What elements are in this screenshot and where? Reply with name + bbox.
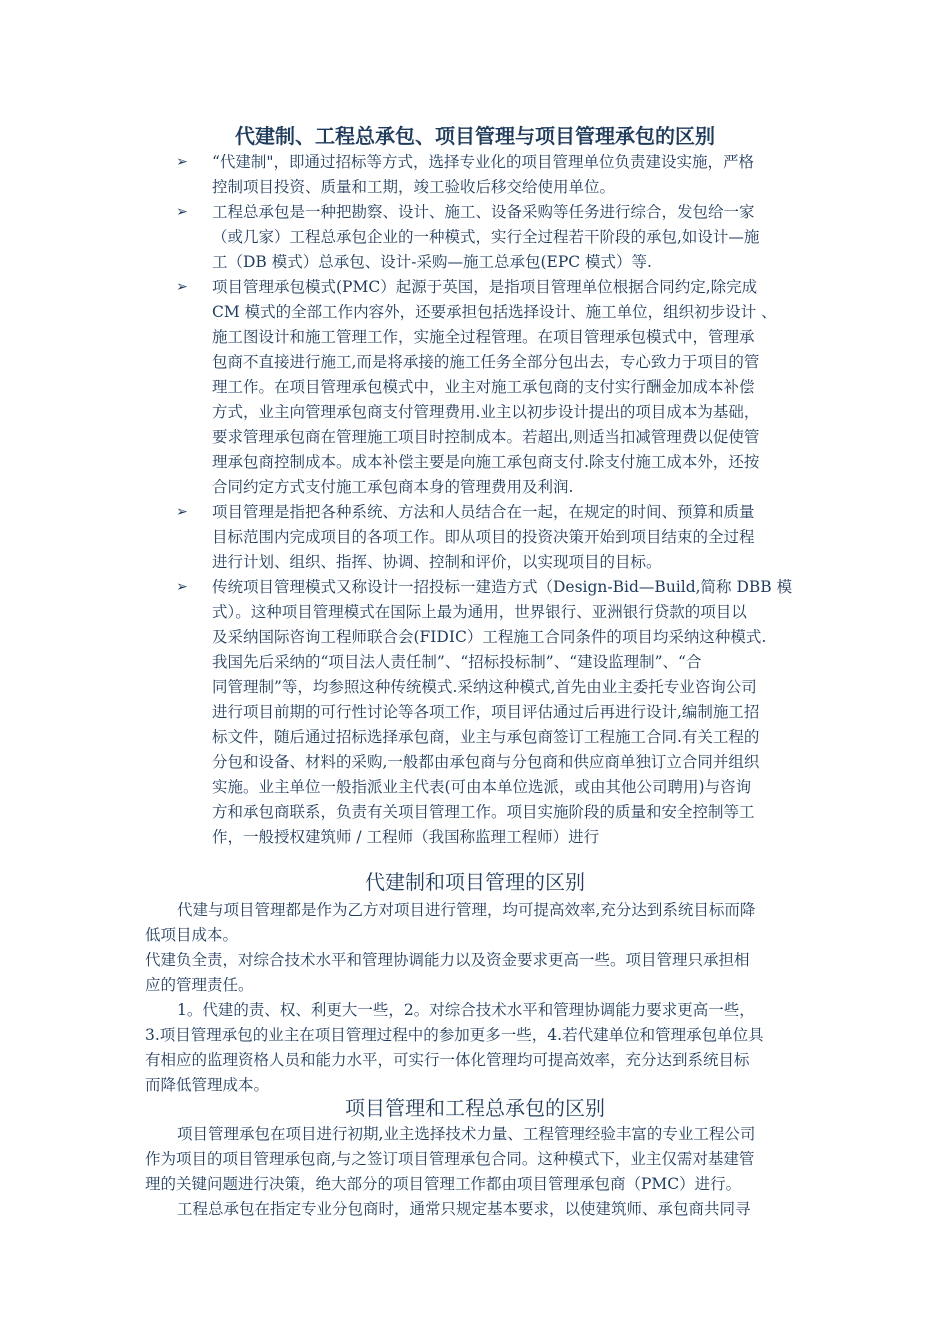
text-line: 分包和设备、材料的采购,一般都由承包商与分包商和供应商单独订立合同并组织 xyxy=(212,753,760,771)
text-line: 我国先后采纳的“项目法人责任制”、“招标投标制”、“建设监理制”、“合 xyxy=(212,653,702,671)
text-line: 项目管理承包在项目进行初期,业主选择技术力量、工程管理经验丰富的专业工程公司 xyxy=(177,1125,756,1143)
text-line: 理承包商控制成本。成本补偿主要是向施工承包商支付.除支付施工成本外，还按 xyxy=(212,453,760,471)
arrow-bullet-icon: ➢ xyxy=(176,504,188,520)
text-line: 方和承包商联系，负责有关项目管理工作。项目实施阶段的质量和安全控制等工 xyxy=(212,803,755,821)
text-line: 有相应的监理资格人员和能力水平，可实行一体化管理均可提高效率，充分达到系统目标 xyxy=(145,1051,750,1069)
text-line: 要求管理承包商在管理施工项目时控制成本。若超出,则适当扣减管理费以促使管 xyxy=(212,428,760,446)
text-line: 标文件，随后通过招标选择承包商，业主与承包商签订工程施工合同.有关工程的 xyxy=(212,728,760,746)
text-line: 应的管理责任。 xyxy=(145,976,254,994)
text-line: 控制项目投资、质量和工期，竣工验收后移交给使用单位。 xyxy=(212,178,616,196)
text-line: 施工图设计和施工管理工作，实施全过程管理。在项目管理承包模式中，管理承 xyxy=(212,328,755,346)
list-item xyxy=(0,200,812,275)
text-line: 同管理制”等，均参照这种传统模式.采纳这种模式,首先由业主委托专业咨询公司 xyxy=(212,678,757,696)
text-line: CM 模式的全部工作内容外，还要承担包括选择设计、施工单位，组织初步设计 、 xyxy=(212,303,777,321)
list-item xyxy=(0,150,812,200)
text-line: 包商不直接进行施工,而是将承接的施工任务全部分包出去，专心致力于项目的管 xyxy=(212,353,760,371)
text-line: 工程总承包是一种把勘察、设计、施工、设备采购等任务进行综合，发包给一家 xyxy=(212,203,755,221)
text-line: 工（DB 模式）总承包、设计-采购—施工总承包(EPC 模式）等. xyxy=(212,253,652,271)
text-line: 式）。这种项目管理模式在国际上最为通用，世界银行、亚洲银行贷款的项目以 xyxy=(212,603,747,621)
text-line: 及采纳国际咨询工程师联合会(FIDIC）工程施工合同条件的项目均采纳这种模式. xyxy=(212,628,767,646)
paragraph xyxy=(145,898,815,1098)
text-line: 代建与项目管理都是作为乙方对项目进行管理，均可提高效率,充分达到系统目标而降 xyxy=(177,901,756,919)
page-title: 代建制、工程总承包、项目管理与项目管理承包的区别 xyxy=(235,124,715,148)
text-line: 进行项目前期的可行性讨论等各项工作，项目评估通过后再进行设计,编制施工招 xyxy=(212,703,760,721)
text-line: 理工作。在项目管理承包模式中，业主对施工承包商的支付实行酬金加成本补偿 xyxy=(212,378,755,396)
text-line: 代建负全责，对综合技术水平和管理协调能力以及资金要求更高一些。项目管理只承担相 xyxy=(145,951,750,969)
text-line: 1。代建的责、权、利更大一些，2。对综合技术水平和管理协调能力要求更高一些， xyxy=(177,1001,755,1019)
text-line: 3.项目管理承包的业主在项目管理过程中的参加更多一些，4.若代建单位和管理承包单位具 xyxy=(145,1026,764,1044)
text-line: 进行计划、组织、指挥、协调、控制和评价，以实现项目的目标。 xyxy=(212,553,662,571)
text-line: 传统项目管理模式又称设计一招投标一建造方式（Design-Bid—Build,简称 DBB 模 xyxy=(212,578,793,596)
text-line: 项目管理是指把各种系统、方法和人员结合在一起，在规定的时间、预算和质量 xyxy=(212,503,755,521)
section-heading-agency-vs-pm: 代建制和项目管理的区别 xyxy=(365,870,585,894)
list-item xyxy=(0,275,812,500)
section-heading-pm-vs-epc: 项目管理和工程总承包的区别 xyxy=(345,1096,605,1120)
text-line: 项目管理承包模式(PMC）起源于英国，是指项目管理单位根据合同约定,除完成 xyxy=(212,278,758,296)
paragraph xyxy=(145,1122,815,1222)
text-line: 而降低管理成本。 xyxy=(145,1076,270,1094)
list-item xyxy=(0,500,812,575)
arrow-bullet-icon: ➢ xyxy=(176,154,188,170)
arrow-bullet-icon: ➢ xyxy=(176,204,188,220)
arrow-bullet-icon: ➢ xyxy=(176,579,188,595)
text-line: 作为项目的项目管理承包商,与之签订项目管理承包合同。这种模式下，业主仅需对基建管 xyxy=(145,1150,755,1168)
text-line: （或几家）工程总承包企业的一种模式，实行全过程若干阶段的承包,如设计—施 xyxy=(212,228,760,246)
text-line: “代建制"，即通过招标等方式，选择专业化的项目管理单位负责建设实施，严格 xyxy=(212,153,755,171)
bullet-list xyxy=(0,150,950,850)
arrow-bullet-icon: ➢ xyxy=(176,279,188,295)
text-line: 目标范围内完成项目的各项工作。即从项目的投资决策开始到项目结束的全过程 xyxy=(212,528,755,546)
text-line: 低项目成本。 xyxy=(145,926,239,944)
text-line: 合同约定方式支付施工承包商本身的管理费用及利润. xyxy=(212,478,574,496)
list-item xyxy=(0,575,812,850)
text-line: 作，一般授权建筑师 / 工程师（我国称监理工程师）进行 xyxy=(212,828,600,846)
text-line: 实施。业主单位一般指派业主代表(可由本单位选派，或由其他公司聘用)与咨询 xyxy=(212,778,752,796)
text-line: 理的关键问题进行决策，绝大部分的项目管理工作都由项目管理承包商（PMC）进行。 xyxy=(145,1175,742,1193)
text-line: 工程总承包在指定专业分包商时，通常只规定基本要求，以使建筑师、承包商共同寻 xyxy=(177,1200,751,1218)
text-line: 方式，业主向管理承包商支付管理费用.业主以初步设计提出的项目成本为基础， xyxy=(212,403,760,421)
